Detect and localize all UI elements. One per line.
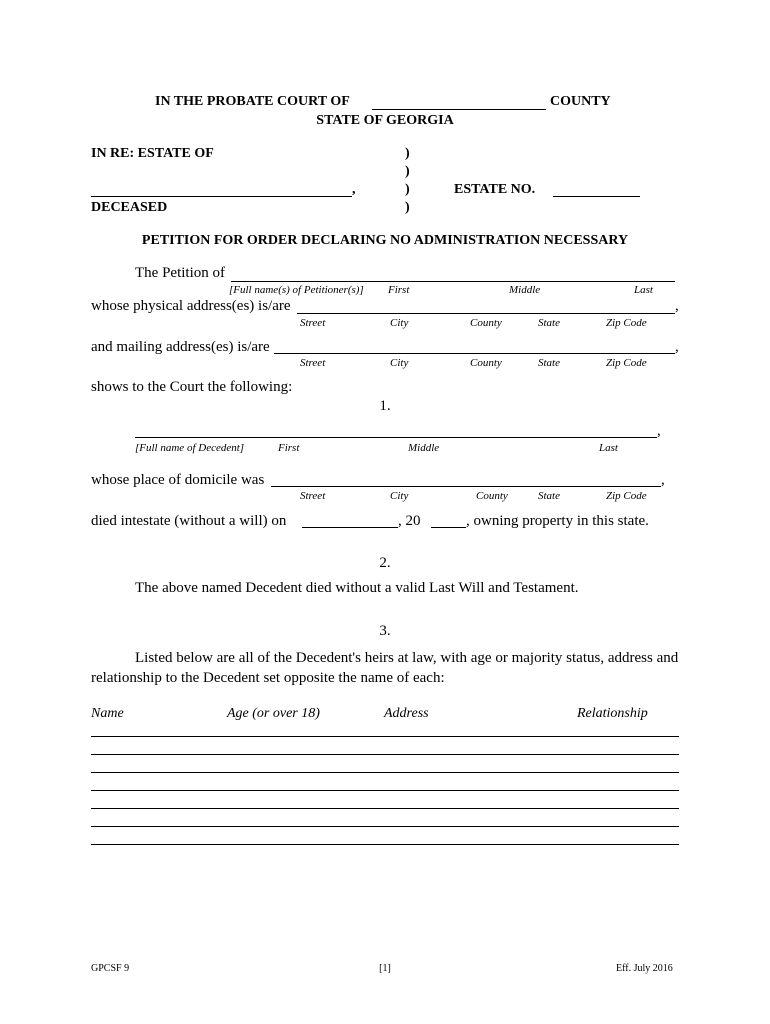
- caption-paren: ): [405, 182, 410, 197]
- section-2-number: 2.: [379, 555, 391, 571]
- section-3-line1: Listed below are all of the Decedent's heirs at law, with age or majority status, address and: [135, 650, 679, 666]
- petition-title: PETITION FOR ORDER DECLARING NO ADMINISTRATION NECESSARY: [141, 233, 629, 248]
- county-label: County: [476, 490, 508, 502]
- heir-row-line[interactable]: [91, 736, 679, 737]
- petitioner-first-label: First: [388, 284, 410, 296]
- heir-row-line[interactable]: [91, 826, 679, 827]
- county-label: County: [470, 357, 502, 369]
- section-2-text: The above named Decedent died without a valid Last Will and Testament.: [135, 580, 579, 596]
- street-label: Street: [300, 357, 326, 369]
- mailing-address-blank[interactable]: [274, 353, 675, 354]
- deceased-label: DECEASED: [91, 200, 168, 215]
- state-heading: STATE OF GEORGIA: [316, 113, 454, 128]
- petitioner-name-blank[interactable]: [231, 281, 675, 282]
- decedent-middle-label: Middle: [408, 442, 440, 454]
- estate-name-blank[interactable]: [91, 196, 352, 197]
- heir-row-line[interactable]: [91, 772, 679, 773]
- county-label: County: [470, 317, 502, 329]
- section-1-number: 1.: [379, 398, 391, 414]
- domicile-blank[interactable]: [271, 486, 661, 487]
- decedent-first-label: First: [278, 442, 300, 454]
- caption-paren: ): [405, 164, 410, 179]
- died-intestate-label: died intestate (without a will) on: [91, 513, 287, 529]
- heirs-name-header: Name: [91, 706, 124, 721]
- city-label: City: [390, 490, 409, 502]
- zip-label: Zip Code: [606, 490, 647, 502]
- zip-label: Zip Code: [606, 317, 647, 329]
- domicile-comma: ,: [661, 472, 665, 488]
- heirs-relationship-header: Relationship: [577, 706, 648, 721]
- decedent-sub-label: [Full name of Decedent]: [135, 442, 245, 454]
- petitioner-last-label: Last: [634, 284, 653, 296]
- physical-address-blank[interactable]: [297, 313, 675, 314]
- heirs-address-header: Address: [384, 706, 429, 721]
- zip-label: Zip Code: [606, 357, 647, 369]
- decedent-name-comma: ,: [657, 423, 661, 439]
- caption-paren: ): [405, 200, 410, 215]
- street-label: Street: [300, 490, 326, 502]
- state-label: State: [538, 357, 560, 369]
- petition-of-label: The Petition of: [135, 265, 225, 281]
- footer-form-id: GPCSF 9: [91, 963, 130, 974]
- section-3-line2: relationship to the Decedent set opposite the name of each:: [91, 670, 445, 686]
- domicile-label: whose place of domicile was: [91, 472, 265, 488]
- in-re-label: IN RE: ESTATE OF: [91, 146, 214, 161]
- petitioner-middle-label: Middle: [509, 284, 541, 296]
- state-label: State: [538, 317, 560, 329]
- street-label: Street: [300, 317, 326, 329]
- shows-text: shows to the Court the following:: [91, 379, 293, 395]
- city-label: City: [390, 317, 409, 329]
- decedent-last-label: Last: [599, 442, 618, 454]
- county-blank[interactable]: [372, 109, 546, 110]
- estate-no-blank[interactable]: [553, 196, 640, 197]
- death-date-blank[interactable]: [302, 527, 398, 528]
- city-label: City: [390, 357, 409, 369]
- court-prefix: IN THE PROBATE COURT OF: [155, 94, 350, 109]
- heirs-age-header: Age (or over 18): [227, 706, 320, 721]
- state-label: State: [538, 490, 560, 502]
- mailing-address-label: and mailing address(es) is/are: [91, 339, 270, 355]
- heir-row-line[interactable]: [91, 844, 679, 845]
- physical-address-comma: ,: [675, 298, 679, 314]
- mailing-address-comma: ,: [675, 339, 679, 355]
- death-year-prefix: , 20: [398, 513, 421, 529]
- heir-row-line[interactable]: [91, 808, 679, 809]
- decedent-name-blank[interactable]: [135, 437, 657, 438]
- footer-page-number: [1]: [379, 963, 391, 974]
- estate-no-label: ESTATE NO.: [454, 182, 536, 197]
- petitioner-sub-label: [Full name(s) of Petitioner(s)]: [229, 284, 364, 296]
- heir-row-line[interactable]: [91, 790, 679, 791]
- physical-address-label: whose physical address(es) is/are: [91, 298, 291, 314]
- court-suffix: COUNTY: [550, 94, 611, 109]
- caption-paren: ): [405, 146, 410, 161]
- died-intestate-suffix: , owning property in this state.: [466, 513, 649, 529]
- section-3-number: 3.: [379, 623, 391, 639]
- footer-effective-date: Eff. July 2016: [616, 963, 673, 974]
- death-year-blank[interactable]: [431, 527, 466, 528]
- heir-row-line[interactable]: [91, 754, 679, 755]
- estate-name-comma: ,: [352, 182, 356, 197]
